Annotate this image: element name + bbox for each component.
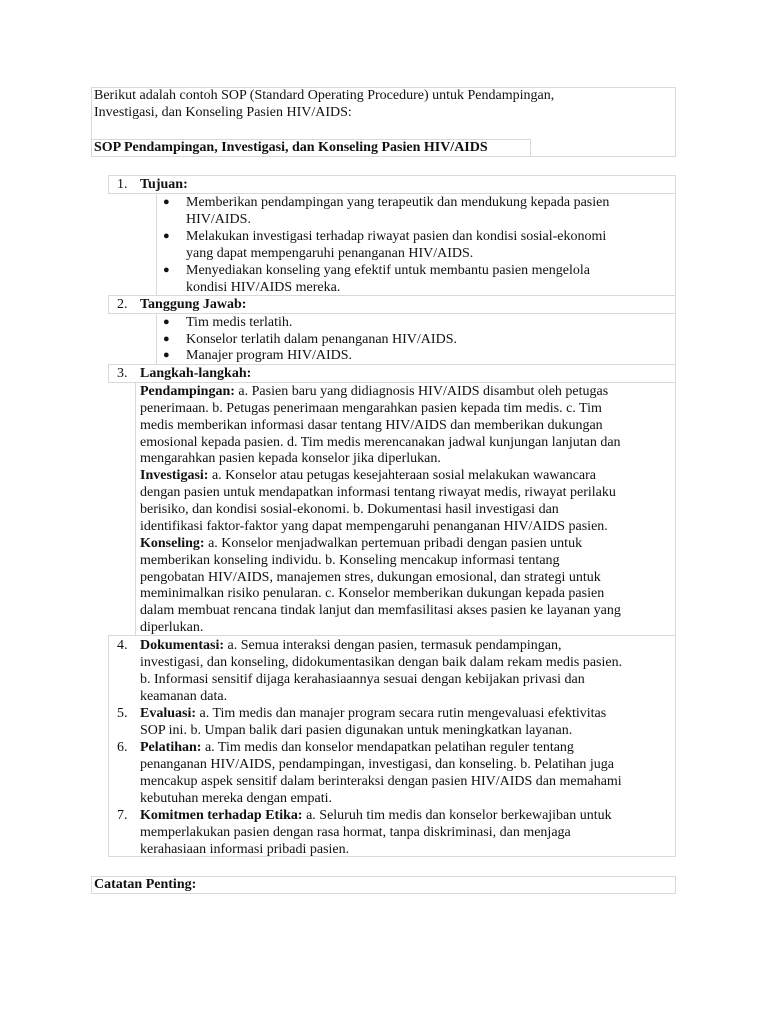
s1-bullet-1-line-2: HIV/AIDS. [186,212,251,227]
pelatihan-line-1: Pelatihan: a. Tim medis dan konselor mendapatkan pelatihan reguler tentang [140,740,574,755]
pendampingan-line-3: medis memberikan informasi dasar tentang HIV/AIDS dan memberikan dukungan [140,418,603,433]
s1-bullet-2-line-2: yang dapat mempengaruhi penanganan HIV/AIDS. [186,246,474,261]
evaluasi-line-2: SOP ini. b. Umpan balik dari pasien digunakan untuk meningkatkan layanan. [140,723,573,738]
dokumentasi-line-3: b. Informasi sensitif dijaga kerahasiaannya sesuai dengan kebijakan privasi dan [140,672,585,687]
investigasi-label: Investigasi: [140,468,209,483]
dokumentasi-line-1: Dokumentasi: a. Semua interaksi dengan pasien, termasuk pendampingan, [140,638,562,653]
investigasi-line-2: dengan pasien untuk mendapatkan informasi tentang riwayat medis, riwayat perilaku [140,485,616,500]
s1-bullet-3-line-2: kondisi HIV/AIDS mereka. [186,280,341,295]
konseling-line-2: memberikan konseling individu. b. Konseling mencakup informasi tentang [140,553,560,568]
bullet-icon: ● [163,230,170,242]
pendampingan-line-1: Pendampingan: a. Pasien baru yang didiagnosis HIV/AIDS disambut oleh petugas [140,384,609,399]
etika-label: Komitmen terhadap Etika: [140,808,303,823]
s2-bullet-3: Manajer program HIV/AIDS. [186,348,353,363]
dokumentasi-line-4: keamanan data. [140,689,228,704]
konseling-line-5: dalam membuat rencana tindak lanjut dan memfasilitasi akses pasien ke layanan yang [140,603,621,618]
section-3-heading: Langkah-langkah: [140,366,252,381]
pendampingan-line-5: mengarahkan pasien kepada konselor jika diperlukan. [140,451,441,466]
sop-title: SOP Pendampingan, Investigasi, dan Konseling Pasien HIV/AIDS [94,140,488,155]
pelatihan-label: Pelatihan: [140,740,202,755]
investigasi-line-1: Investigasi: a. Konselor atau petugas kesejahteraan sosial melakukan wawancara [140,468,597,483]
konseling-line-1: Konseling: a. Konselor menjadwalkan pertemuan pribadi dengan pasien untuk [140,536,583,551]
section-2-number: 2. [117,297,128,312]
pelatihan-line-4: kebutuhan mereka dengan empati. [140,791,333,806]
investigasi-line-4: identifikasi faktor-faktor yang dapat mempengaruhi penanganan HIV/AIDS pasien. [140,519,608,534]
pendampingan-line-4: emosional kepada pasien. d. Tim medis merencanakan jadwal kunjungan lanjutan dan [140,435,621,450]
intro-line-2: Investigasi, dan Konseling Pasien HIV/AIDS: [94,105,352,120]
section-5-number: 5. [117,706,128,721]
evaluasi-label: Evaluasi: [140,706,197,721]
pendampingan-line-2: penerimaan. b. Petugas penerimaan mengarahkan pasien kepada tim medis. c. Tim [140,401,602,416]
konseling-line-4: meminimalkan risiko penularan. c. Konselor memberikan dukungan kepada pasien [140,586,605,601]
etika-line-3: kerahasiaan informasi pribadi pasien. [140,842,350,857]
konseling-line-6: diperlukan. [140,620,204,635]
section-2-heading: Tanggung Jawab: [140,297,247,312]
pendampingan-label: Pendampingan: [140,384,235,399]
section-7-number: 7. [117,808,128,823]
dokumentasi-label: Dokumentasi: [140,638,225,653]
s1-bullet-1-line-1: Memberikan pendampingan yang terapeutik dan mendukung kepada pasien [186,195,610,210]
intro-line-1: Berikut adalah contoh SOP (Standard Operating Procedure) untuk Pendampingan, [94,88,555,103]
bullet-icon: ● [163,349,170,361]
etika-line-2: memperlakukan pasien dengan rasa hormat, tanpa diskriminasi, dan menjaga [140,825,571,840]
section-6-number: 6. [117,740,128,755]
s2-bullet-1: Tim medis terlatih. [186,315,293,330]
bullet-icon: ● [163,196,170,208]
bullet-icon: ● [163,333,170,345]
etika-line-1: Komitmen terhadap Etika: a. Seluruh tim medis dan konselor berkewajiban untuk [140,808,612,823]
konseling-label: Konseling: [140,536,205,551]
section-1-heading-box [108,175,676,194]
s2-bullet-2: Konselor terlatih dalam penanganan HIV/AIDS. [186,332,457,347]
s1-bullet-2-line-1: Melakukan investigasi terhadap riwayat pasien dan kondisi sosial-ekonomi [186,229,607,244]
pelatihan-line-2: penanganan HIV/AIDS, pendampingan, investigasi, dan konseling. b. Pelatihan juga [140,757,614,772]
konseling-line-3: pengobatan HIV/AIDS, manajemen stres, dukungan emosional, dan strategi untuk [140,570,601,585]
section-3-number: 3. [117,366,128,381]
pelatihan-line-3: mencakup aspek sensitif dalam berinteraksi dengan pasien HIV/AIDS dan memahami [140,774,622,789]
note-heading: Catatan Penting: [94,877,197,892]
evaluasi-line-1: Evaluasi: a. Tim medis dan manajer program secara rutin mengevaluasi efektivitas [140,706,607,721]
dokumentasi-line-2: investigasi, dan konseling, didokumentasikan dengan baik dalam rekam medis pasien. [140,655,623,670]
section-1-heading: Tujuan: [140,177,188,192]
bullet-icon: ● [163,264,170,276]
section-4-number: 4. [117,638,128,653]
bullet-icon: ● [163,316,170,328]
investigasi-line-3: berisiko, dan kondisi sosial-ekonomi. b. Dokumentasi hasil investigasi dan [140,502,559,517]
section-1-number: 1. [117,177,128,192]
s1-bullet-3-line-1: Menyediakan konseling yang efektif untuk membantu pasien mengelola [186,263,590,278]
